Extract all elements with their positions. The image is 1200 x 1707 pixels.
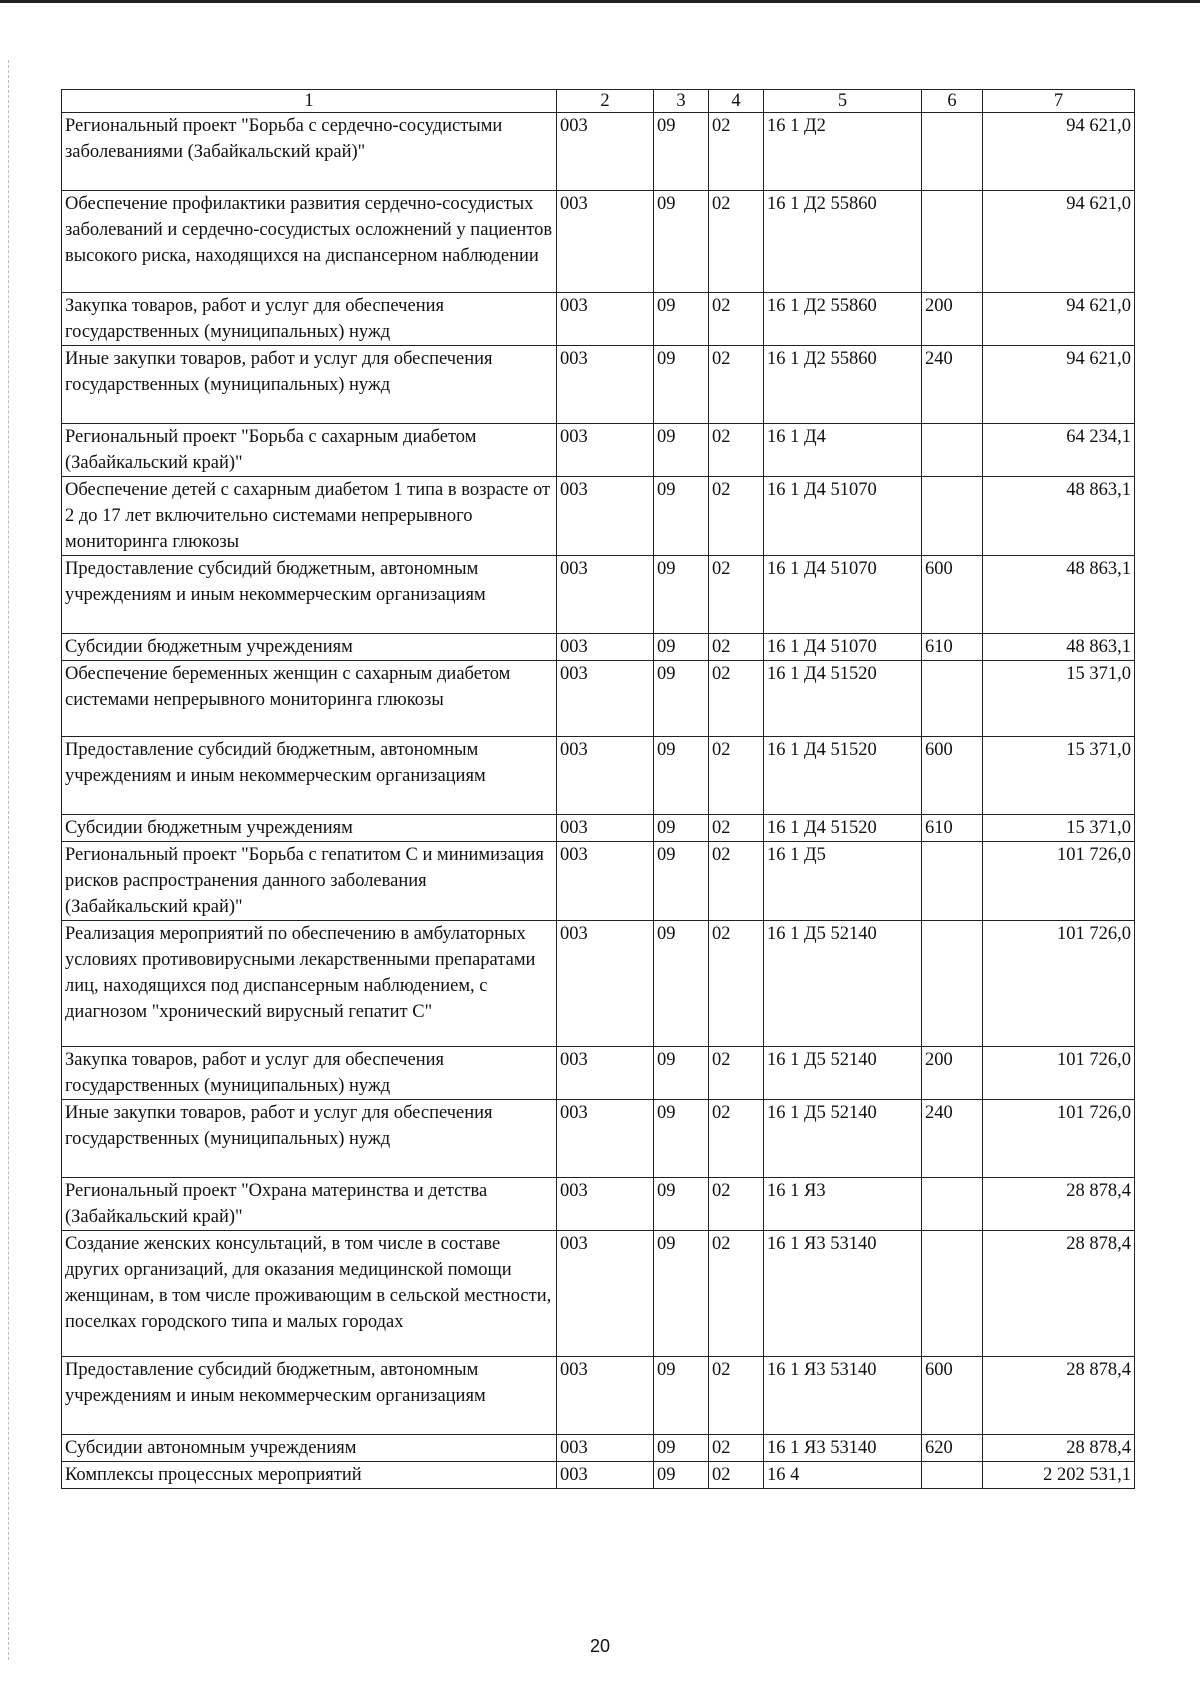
target-article-code: 16 1 Я3 53140 (764, 1231, 922, 1357)
subsection-code: 02 (709, 1178, 764, 1231)
row-name: Обеспечение профилактики развития сердечно-сосудистых заболеваний и сердечно-сосудистых осложнений у пациентов высокого риска, находящихся на диспансерном наблюдении (62, 191, 557, 293)
ministry-code: 003 (557, 346, 654, 424)
column-header: 6 (922, 90, 983, 113)
row-name: Субсидии бюджетным учреждениям (62, 815, 557, 842)
table-row (62, 1178, 1135, 1231)
section-code: 09 (654, 556, 709, 634)
ministry-code: 003 (557, 1178, 654, 1231)
header-row (62, 90, 1135, 113)
target-article-code: 16 1 Я3 (764, 1178, 922, 1231)
page-number: 20 (589, 1636, 611, 1656)
expense-type-code (922, 661, 983, 737)
ministry-code: 003 (557, 191, 654, 293)
target-article-code: 16 4 (764, 1462, 922, 1489)
amount: 48 863,1 (983, 477, 1135, 556)
expense-type-code (922, 842, 983, 921)
subsection-code: 02 (709, 737, 764, 815)
target-article-code: 16 1 Д5 52140 (764, 1047, 922, 1100)
subsection-code: 02 (709, 842, 764, 921)
ministry-code: 003 (557, 634, 654, 661)
expense-type-code (922, 921, 983, 1047)
amount: 28 878,4 (983, 1435, 1135, 1462)
table-row (62, 191, 1135, 293)
row-name: Предоставление субсидий бюджетным, автономным учреждениям и иным некоммерческим организациям (62, 737, 557, 815)
scan-top-border (0, 0, 1200, 3)
section-code: 09 (654, 1100, 709, 1178)
subsection-code: 02 (709, 346, 764, 424)
expense-type-code: 600 (922, 556, 983, 634)
target-article-code: 16 1 Д2 (764, 113, 922, 191)
table-row (62, 346, 1135, 424)
expense-type-code: 610 (922, 815, 983, 842)
table-row (62, 842, 1135, 921)
amount: 64 234,1 (983, 424, 1135, 477)
section-code: 09 (654, 1231, 709, 1357)
target-article-code: 16 1 Д4 51070 (764, 477, 922, 556)
row-name: Региональный проект "Борьба с гепатитом С и минимизация рисков распространения данного заболевания (Забайкальский край)" (62, 842, 557, 921)
ministry-code: 003 (557, 1231, 654, 1357)
amount: 101 726,0 (983, 1100, 1135, 1178)
subsection-code: 02 (709, 477, 764, 556)
row-name: Комплексы процессных мероприятий (62, 1462, 557, 1489)
ministry-code: 003 (557, 921, 654, 1047)
section-code: 09 (654, 1462, 709, 1489)
expense-type-code: 240 (922, 346, 983, 424)
table-row (62, 634, 1135, 661)
table-row (62, 737, 1135, 815)
target-article-code: 16 1 Я3 53140 (764, 1357, 922, 1435)
expense-type-code (922, 1178, 983, 1231)
section-code: 09 (654, 1435, 709, 1462)
expense-type-code (922, 113, 983, 191)
expense-type-code: 610 (922, 634, 983, 661)
expense-type-code: 600 (922, 737, 983, 815)
amount: 48 863,1 (983, 556, 1135, 634)
expense-type-code: 200 (922, 1047, 983, 1100)
target-article-code: 16 1 Д4 51520 (764, 737, 922, 815)
amount: 94 621,0 (983, 293, 1135, 346)
amount: 101 726,0 (983, 1047, 1135, 1100)
table-row (62, 424, 1135, 477)
row-name: Субсидии бюджетным учреждениям (62, 634, 557, 661)
table-row (62, 293, 1135, 346)
target-article-code: 16 1 Д4 51070 (764, 634, 922, 661)
subsection-code: 02 (709, 191, 764, 293)
ministry-code: 003 (557, 661, 654, 737)
section-code: 09 (654, 737, 709, 815)
subsection-code: 02 (709, 293, 764, 346)
target-article-code: 16 1 Д4 51520 (764, 815, 922, 842)
amount: 101 726,0 (983, 921, 1135, 1047)
expense-type-code (922, 1462, 983, 1489)
table-row (62, 1100, 1135, 1178)
ministry-code: 003 (557, 113, 654, 191)
subsection-code: 02 (709, 1100, 764, 1178)
target-article-code: 16 1 Д4 51070 (764, 556, 922, 634)
ministry-code: 003 (557, 815, 654, 842)
row-name: Закупка товаров, работ и услуг для обеспечения государственных (муниципальных) нужд (62, 1047, 557, 1100)
expense-type-code (922, 424, 983, 477)
section-code: 09 (654, 113, 709, 191)
amount: 94 621,0 (983, 113, 1135, 191)
amount: 94 621,0 (983, 191, 1135, 293)
row-name: Предоставление субсидий бюджетным, автономным учреждениям и иным некоммерческим организациям (62, 1357, 557, 1435)
column-header: 3 (654, 90, 709, 113)
scan-left-margin-marks (8, 60, 10, 1660)
target-article-code: 16 1 Д2 55860 (764, 293, 922, 346)
amount: 48 863,1 (983, 634, 1135, 661)
section-code: 09 (654, 842, 709, 921)
target-article-code: 16 1 Д4 51520 (764, 661, 922, 737)
amount: 15 371,0 (983, 815, 1135, 842)
target-article-code: 16 1 Д5 52140 (764, 921, 922, 1047)
target-article-code: 16 1 Д4 (764, 424, 922, 477)
row-name: Региональный проект "Борьба с сердечно-сосудистыми заболеваниями (Забайкальский край)" (62, 113, 557, 191)
row-name: Субсидии автономным учреждениям (62, 1435, 557, 1462)
row-name: Региональный проект "Борьба с сахарным диабетом (Забайкальский край)" (62, 424, 557, 477)
table-row (62, 1462, 1135, 1489)
ministry-code: 003 (557, 1357, 654, 1435)
section-code: 09 (654, 191, 709, 293)
subsection-code: 02 (709, 1231, 764, 1357)
subsection-code: 02 (709, 1047, 764, 1100)
row-name: Предоставление субсидий бюджетным, автономным учреждениям и иным некоммерческим организациям (62, 556, 557, 634)
target-article-code: 16 1 Д5 (764, 842, 922, 921)
table-row (62, 477, 1135, 556)
ministry-code: 003 (557, 1100, 654, 1178)
expense-type-code: 200 (922, 293, 983, 346)
expense-type-code: 240 (922, 1100, 983, 1178)
column-header: 2 (557, 90, 654, 113)
column-header: 7 (983, 90, 1135, 113)
amount: 101 726,0 (983, 842, 1135, 921)
row-name: Иные закупки товаров, работ и услуг для обеспечения государственных (муниципальных) нужд (62, 1100, 557, 1178)
ministry-code: 003 (557, 1462, 654, 1489)
row-name: Создание женских консультаций, в том числе в составе других организаций, для оказания медицинской помощи женщинам, в том числе проживающим в сельской местности, поселках городского типа и малых городах (62, 1231, 557, 1357)
table-row (62, 815, 1135, 842)
section-code: 09 (654, 346, 709, 424)
section-code: 09 (654, 477, 709, 556)
column-header: 5 (764, 90, 922, 113)
budget-table (61, 89, 1135, 1489)
ministry-code: 003 (557, 1435, 654, 1462)
section-code: 09 (654, 1047, 709, 1100)
row-name: Обеспечение беременных женщин с сахарным диабетом системами непрерывного мониторинга глюкозы (62, 661, 557, 737)
row-name: Иные закупки товаров, работ и услуг для обеспечения государственных (муниципальных) нужд (62, 346, 557, 424)
amount: 15 371,0 (983, 661, 1135, 737)
table-row (62, 1047, 1135, 1100)
row-name: Реализация мероприятий по обеспечению в амбулаторных условиях противовирусными лекарственными препаратами лиц, находящихся под диспансерным наблюдением, с диагнозом "хронический вирусный гепатит С" (62, 921, 557, 1047)
target-article-code: 16 1 Я3 53140 (764, 1435, 922, 1462)
expense-type-code (922, 1231, 983, 1357)
subsection-code: 02 (709, 1462, 764, 1489)
subsection-code: 02 (709, 921, 764, 1047)
section-code: 09 (654, 424, 709, 477)
amount: 28 878,4 (983, 1178, 1135, 1231)
section-code: 09 (654, 634, 709, 661)
table-row (62, 113, 1135, 191)
row-name: Обеспечение детей с сахарным диабетом 1 типа в возрасте от 2 до 17 лет включительно системами непрерывного мониторинга глюкозы (62, 477, 557, 556)
amount: 15 371,0 (983, 737, 1135, 815)
row-name: Закупка товаров, работ и услуг для обеспечения государственных (муниципальных) нужд (62, 293, 557, 346)
subsection-code: 02 (709, 634, 764, 661)
expense-type-code (922, 191, 983, 293)
expense-type-code: 600 (922, 1357, 983, 1435)
subsection-code: 02 (709, 1357, 764, 1435)
subsection-code: 02 (709, 661, 764, 737)
row-name: Региональный проект "Охрана материнства и детства (Забайкальский край)" (62, 1178, 557, 1231)
table-row (62, 661, 1135, 737)
ministry-code: 003 (557, 424, 654, 477)
ministry-code: 003 (557, 1047, 654, 1100)
section-code: 09 (654, 1357, 709, 1435)
table-row (62, 1231, 1135, 1357)
subsection-code: 02 (709, 1435, 764, 1462)
expense-type-code (922, 477, 983, 556)
ministry-code: 003 (557, 293, 654, 346)
section-code: 09 (654, 1178, 709, 1231)
amount: 28 878,4 (983, 1231, 1135, 1357)
section-code: 09 (654, 661, 709, 737)
target-article-code: 16 1 Д5 52140 (764, 1100, 922, 1178)
table-row (62, 1435, 1135, 1462)
table-row (62, 556, 1135, 634)
column-header: 1 (62, 90, 557, 113)
column-header: 4 (709, 90, 764, 113)
amount: 28 878,4 (983, 1357, 1135, 1435)
subsection-code: 02 (709, 815, 764, 842)
target-article-code: 16 1 Д2 55860 (764, 191, 922, 293)
subsection-code: 02 (709, 556, 764, 634)
subsection-code: 02 (709, 424, 764, 477)
amount: 94 621,0 (983, 346, 1135, 424)
ministry-code: 003 (557, 737, 654, 815)
subsection-code: 02 (709, 113, 764, 191)
section-code: 09 (654, 293, 709, 346)
amount: 2 202 531,1 (983, 1462, 1135, 1489)
section-code: 09 (654, 815, 709, 842)
table-row (62, 1357, 1135, 1435)
ministry-code: 003 (557, 556, 654, 634)
expense-type-code: 620 (922, 1435, 983, 1462)
ministry-code: 003 (557, 477, 654, 556)
section-code: 09 (654, 921, 709, 1047)
table-row (62, 921, 1135, 1047)
target-article-code: 16 1 Д2 55860 (764, 346, 922, 424)
ministry-code: 003 (557, 842, 654, 921)
